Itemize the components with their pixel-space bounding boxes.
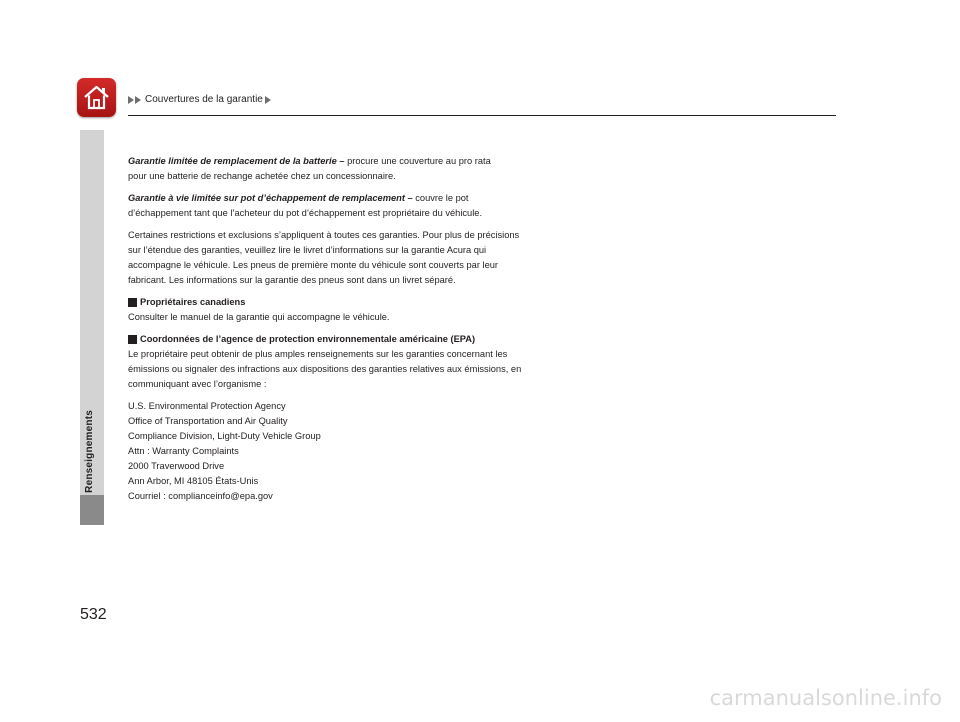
home-icon xyxy=(81,82,112,113)
address-line: Office of Transportation and Air Quality xyxy=(128,416,288,426)
page-number: 532 xyxy=(80,606,107,623)
exhaust-warranty-text: couvre le pot xyxy=(412,193,469,203)
exhaust-warranty-paragraph xyxy=(128,191,568,221)
exhaust-warranty-title: Garantie à vie limitée sur pot d’échappement de remplacement – xyxy=(128,193,413,203)
breadcrumb-label[interactable]: Couvertures de la garantie xyxy=(145,94,263,105)
section-bullet-icon xyxy=(128,298,137,307)
epa-line: émissions ou signaler des infractions aux dispositions des garanties relatives aux émissions, en xyxy=(128,364,522,374)
canadian-owners-text: Consulter le manuel de la garantie qui accompagne le véhicule. xyxy=(128,312,390,322)
breadcrumb-arrow-icon xyxy=(135,96,141,104)
battery-warranty-paragraph xyxy=(128,154,568,184)
battery-warranty-text: procure une couverture au pro rata xyxy=(344,156,491,166)
restrictions-line: fabricant. Les informations sur la garantie des pneus sont dans un livret séparé. xyxy=(128,275,456,285)
epa-paragraph xyxy=(128,347,568,392)
address-line: Ann Arbor, MI 48105 États-Unis xyxy=(128,476,259,486)
battery-warranty-title: Garantie limitée de remplacement de la batterie – xyxy=(128,156,345,166)
restrictions-line: accompagne le véhicule. Les pneus de première monte du véhicule sont couverts par leur xyxy=(128,260,499,270)
restrictions-paragraph xyxy=(128,228,568,288)
exhaust-warranty-text-2: d’échappement tant que l’acheteur du pot d’échappement est propriétaire du véhicule. xyxy=(128,208,483,218)
breadcrumb[interactable] xyxy=(128,94,272,105)
epa-address xyxy=(128,399,568,504)
address-line: U.S. Environmental Protection Agency xyxy=(128,401,286,411)
breadcrumb-arrow-icon xyxy=(128,96,134,104)
epa-heading xyxy=(128,332,568,347)
breadcrumb-arrow-icon xyxy=(265,96,271,104)
epa-line: communiquant avec l’organisme : xyxy=(128,379,267,389)
battery-warranty-text-2: pour une batterie de rechange achetée chez un concessionnaire. xyxy=(128,171,396,181)
watermark: carmanualsonline.info xyxy=(709,686,942,710)
address-line: Courriel : complianceinfo@epa.gov xyxy=(128,491,273,501)
home-button[interactable] xyxy=(77,78,116,117)
address-line: Attn : Warranty Complaints xyxy=(128,446,239,456)
canadian-owners-heading-text: Propriétaires canadiens xyxy=(140,297,246,307)
section-bullet-icon xyxy=(128,335,137,344)
main-content xyxy=(128,154,568,504)
section-tab-label: Renseignements xyxy=(84,410,95,493)
restrictions-line: Certaines restrictions et exclusions s’appliquent à toutes ces garanties. Pour plus de précisions xyxy=(128,230,520,240)
canadian-owners-heading xyxy=(128,295,568,310)
epa-heading-text: Coordonnées de l’agence de protection environnementale américaine (EPA) xyxy=(140,334,476,344)
restrictions-line: sur l’étendue des garanties, veuillez lire le livret d’informations sur la garantie Acura qui xyxy=(128,245,487,255)
epa-line: Le propriétaire peut obtenir de plus amples renseignements sur les garanties concernant les xyxy=(128,349,508,359)
address-line: 2000 Traverwood Drive xyxy=(128,461,225,471)
address-line: Compliance Division, Light-Duty Vehicle Group xyxy=(128,431,321,441)
header-divider xyxy=(128,115,836,116)
